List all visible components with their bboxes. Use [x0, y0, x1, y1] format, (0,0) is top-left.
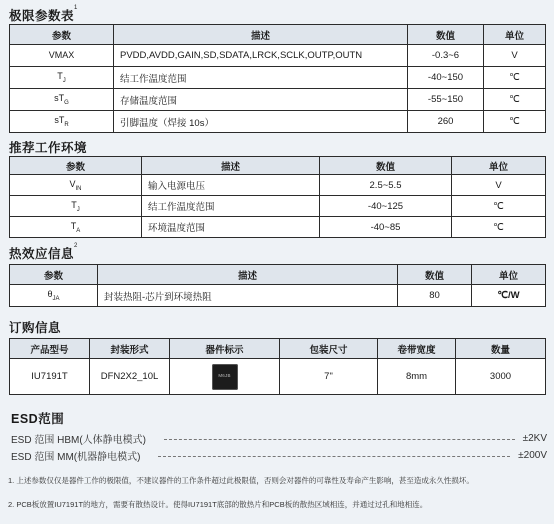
desc-cell: 引脚温度（焊接 10s）: [114, 111, 408, 133]
col-header-unit: 单位: [472, 265, 546, 285]
col-header-value: 数值: [398, 265, 472, 285]
col-header-desc: 描述: [98, 265, 398, 285]
recommended-title: 推荐工作环境: [9, 141, 88, 155]
marking-cell: [170, 359, 280, 395]
chip-marking-text: M6JB: [218, 372, 231, 378]
col-header-unit: 单位: [452, 157, 546, 175]
desc-cell: 环境温度范围: [142, 217, 320, 238]
recommended-table: [9, 156, 546, 238]
esd-mm-row: [11, 448, 547, 463]
table-row: [10, 89, 546, 111]
esd-hbm-label: ESD 范围 HBM(人体静电模式): [11, 435, 146, 446]
value-cell: -40~150: [408, 67, 484, 89]
unit-cell: V: [484, 45, 546, 67]
col-header-marking: 器件标示: [170, 339, 280, 359]
col-header-package: 封装形式: [90, 339, 170, 359]
package-cell: DFN2X2_10L: [90, 359, 170, 395]
table-header-row: [10, 265, 546, 285]
col-header-value: 数值: [320, 157, 452, 175]
col-header-pack-size: 包装尺寸: [280, 339, 378, 359]
tape-width-cell: 8mm: [378, 359, 456, 395]
pack-size-cell: 7": [280, 359, 378, 395]
col-header-tape-width: 卷带宽度: [378, 339, 456, 359]
param-cell: $T_J$: [10, 67, 114, 89]
esd-hbm-value: ±2KV: [522, 433, 547, 444]
col-header-qty: 数量: [456, 339, 546, 359]
leader-line: [164, 439, 515, 440]
esd-mm-value: ±200V: [518, 450, 547, 461]
table-row: [10, 359, 546, 395]
col-header-model: 产品型号: [10, 339, 90, 359]
desc-cell: 封装热阻-芯片到环境热阻: [98, 285, 398, 307]
param-cell: $T_J$: [10, 196, 142, 217]
col-header-param: 参数: [10, 157, 142, 175]
value-cell: -40~125: [320, 196, 452, 217]
unit-cell: ℃/W: [472, 285, 546, 307]
leader-line: [158, 456, 510, 457]
value-cell: -40~85: [320, 217, 452, 238]
table-row: [10, 111, 546, 133]
unit-cell: ℃: [452, 217, 546, 238]
qty-cell: 3000: [456, 359, 546, 395]
col-header-param: 参数: [10, 265, 98, 285]
desc-cell: 结工作温度范围: [142, 196, 320, 217]
thermal-table: [9, 264, 546, 307]
value-cell: 80: [398, 285, 472, 307]
unit-cell: ℃: [452, 196, 546, 217]
param-cell: $T_A$: [10, 217, 142, 238]
ordering-title: 订购信息: [9, 321, 62, 335]
table-row: [10, 285, 546, 307]
unit-cell: ℃: [484, 111, 546, 133]
table-row: [10, 45, 546, 67]
abs-max-title: 极限参数表$^1$: [9, 5, 78, 23]
thermal-title: 热效应信息$^2$: [9, 243, 78, 261]
ordering-table: [9, 338, 546, 395]
value-cell: 2.5~5.5: [320, 175, 452, 196]
abs-max-table: [9, 24, 546, 133]
esd-hbm-row: [11, 431, 547, 446]
param-cell: VMAX: [10, 45, 114, 67]
param-cell: $V_{IN}$: [10, 175, 142, 196]
col-header-desc: 描述: [114, 25, 408, 45]
value-cell: -0.3~6: [408, 45, 484, 67]
desc-cell: 存储温度范围: [114, 89, 408, 111]
unit-cell: ℃: [484, 89, 546, 111]
unit-cell: V: [452, 175, 546, 196]
table-row: [10, 175, 546, 196]
desc-cell: 结工作温度范围: [114, 67, 408, 89]
footnote-1: 1. 上述参数仅仅是器件工作的极限值，不建议器件的工作条件超过此极限值，否则会对器件的可靠性及寿命产生影响，甚至造成永久性损坏。: [8, 476, 474, 485]
model-cell: IU7191T: [10, 359, 90, 395]
table-header-row: [10, 339, 546, 359]
esd-mm-label: ESD 范围 MM(机器静电模式): [11, 452, 141, 463]
table-row: [10, 67, 546, 89]
col-header-param: 参数: [10, 25, 114, 45]
table-header-row: [10, 157, 546, 175]
esd-title: ESD范围: [11, 412, 65, 426]
desc-cell: PVDD,AVDD,GAIN,SD,SDATA,LRCK,SCLK,OUTP,OUTN: [114, 45, 408, 67]
value-cell: 260: [408, 111, 484, 133]
col-header-desc: 描述: [142, 157, 320, 175]
value-cell: -55~150: [408, 89, 484, 111]
table-header-row: [10, 25, 546, 45]
table-row: [10, 217, 546, 238]
param-cell: $sT_G$: [10, 89, 114, 111]
col-header-value: 数值: [408, 25, 484, 45]
desc-cell: 输入电源电压: [142, 175, 320, 196]
unit-cell: ℃: [484, 67, 546, 89]
chip-image: [212, 364, 238, 390]
param-cell: $sT_R$: [10, 111, 114, 133]
param-cell: $\theta_{JA}$: [10, 285, 98, 307]
table-row: [10, 196, 546, 217]
col-header-unit: 单位: [484, 25, 546, 45]
footnote-2: 2. PCB板放置IU7191T的地方，需要有散热设计。使得IU7191T底部的散热片和PCB板的散热区域相连，并通过过孔和地相连。: [8, 500, 428, 509]
